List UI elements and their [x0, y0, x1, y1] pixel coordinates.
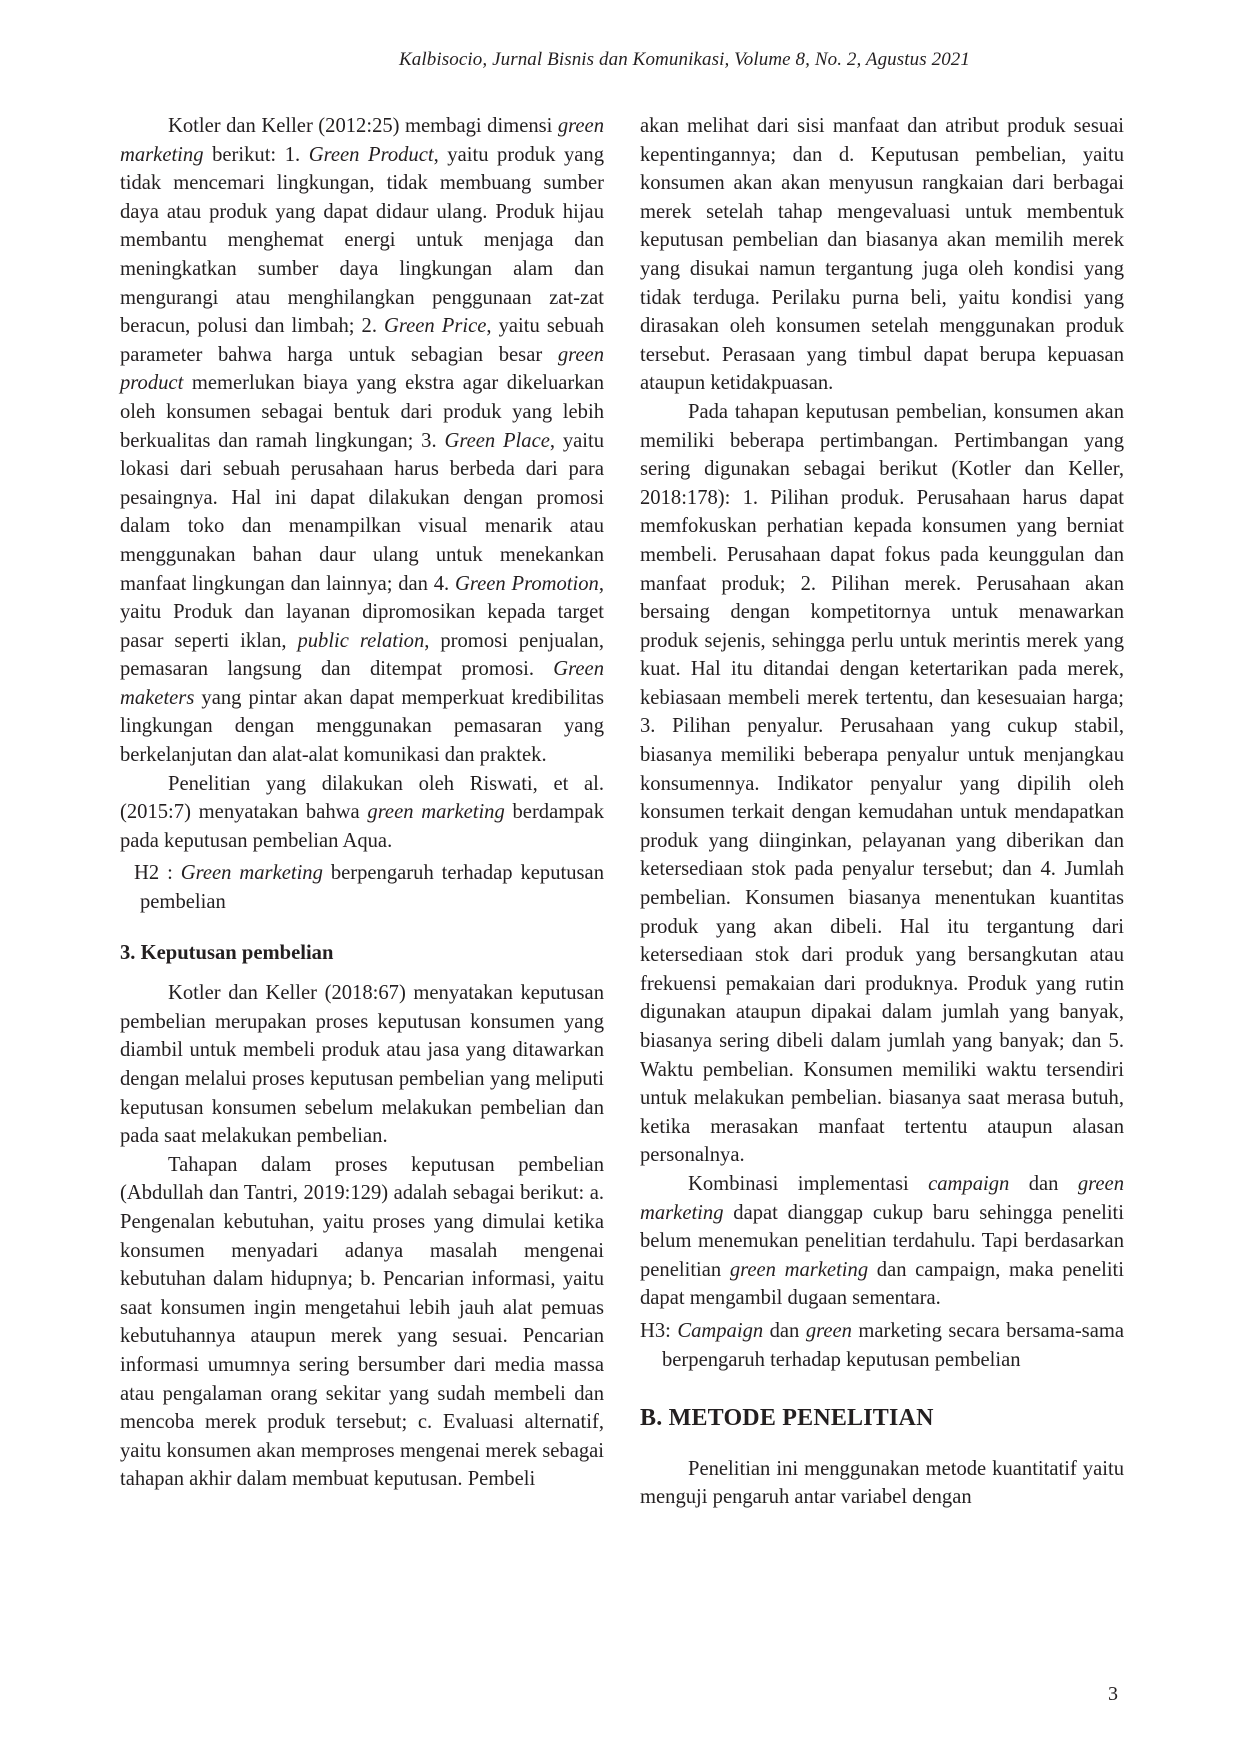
paragraph-tahapan-keputusan: Tahapan dalam proses keputusan pembelian (Abdullah dan Tantri, 2019:129) adalah sebagai berikut: a. Pengenalan kebutuhan, yaitu proses yang dimulai ketika konsumen menyadari adanya masalah mengenai kebutuhan dalam hidupnya; b. Pencarian informasi, yaitu saat konsumen ingin mengetahui lebih jauh alat pemuas kebutuhannya ataupun merek yang sesuai. Pencarian informasi umumnya sering bersumber dari media massa atau pengalaman orang sekitar yang sudah membeli dan mencoba merek produk tersebut; c. Evaluasi alternatif, yaitu konsumen akan memproses mengenai merek sebagai tahapan akhir dalam membuat keputusan. Pembeli — [120, 1153, 604, 1491]
right-column — [640, 112, 1124, 1512]
page-body — [120, 112, 1124, 1652]
left-column — [120, 112, 604, 1494]
paragraph-continuation: akan melihat dari sisi manfaat dan atribut produk sesuai kepentingannya; dan d. Keputusan pembelian, yaitu konsumen akan akan menyusun rangkaian dari berbagai merek setelah tahap mengevaluasi untuk membentuk keputusan pembelian dan biasanya akan memilih merek yang disukai namun tergantung juga oleh kondisi yang tidak terduga. Perilaku purna beli, yaitu kondisi yang dirasakan oleh konsumen setelah menggunakan produk tersebut. Perasaan yang timbul dapat berupa kepuasan ataupun ketidakpuasan. — [640, 115, 1124, 395]
hypothesis-h3: H3: Campaign dan green marketing secara bersama-sama berpengaruh terhadap keputusan pembelian — [640, 1319, 1124, 1371]
paragraph-metode: Penelitian ini menggunakan metode kuantitatif yaitu menguji pengaruh antar variabel dengan — [640, 1457, 1124, 1509]
running-header: Kalbisocio, Jurnal Bisnis dan Komunikasi, Volume 8, No. 2, Agustus 2021 — [399, 49, 970, 70]
paragraph-kotler-keller-2018: Kotler dan Keller (2018:67) menyatakan keputusan pembelian merupakan proses keputusan konsumen yang diambil untuk membeli produk atau jasa yang ditawarkan dengan melalui proses keputusan pembelian yang meliputi keputusan konsumen sebelum melakukan pembelian dan pada saat melakukan pembelian. — [120, 982, 604, 1148]
paragraph-riswati: Penelitian yang dilakukan oleh Riswati, et al. (2015:7) menyatakan bahwa green marketing berdampak pada keputusan pembelian Aqua. — [120, 772, 604, 852]
hypothesis-h2: H2 : Green marketing berpengaruh terhadap keputusan pembelian — [134, 862, 604, 914]
section-heading-metode-penelitian: B. METODE PENELITIAN — [640, 1405, 934, 1432]
section-heading-keputusan-pembelian: 3. Keputusan pembelian — [120, 941, 334, 964]
paragraph-kombinasi: Kombinasi implementasi campaign dan green marketing dapat dianggap cukup baru sehingga peneliti belum menemukan penelitian terdahulu. Tapi berdasarkan penelitian green marketing dan campaign, maka peneliti dapat mengambil dugaan sementara. — [640, 1172, 1124, 1310]
paragraph-pertimbangan: Pada tahapan keputusan pembelian, konsumen akan memiliki beberapa pertimbangan. Pertimbangan yang sering digunakan sebagai berikut (Kotler dan Keller, 2018:178): 1. Pilihan produk. Perusahaan harus dapat memfokuskan perhatian kepada konsumen yang berniat membeli. Perusahaan dapat fokus pada keunggulan dan manfaat produk; 2. Pilihan merek. Perusahaan akan bersaing dengan kompetitornya untuk menawarkan produk sejenis, sehingga perlu untuk merintis merek yang kuat. Hal itu ditandai dengan ketertarikan pada merek, kebiasaan membeli merek tertentu, dan kesesuaian harga; 3. Pilihan penyalur. Perusahaan yang cukup stabil, biasanya memiliki beberapa penyalur untuk menjangkau konsumennya. Indikator penyalur yang dipilih oleh konsumen terkait dengan kemudahan untuk mendapatkan produk yang diinginkan, pelayanan yang diberikan dan ketersediaan stok pada penyalur tersebut; dan 4. Jumlah pembelian. Konsumen biasanya menentukan kuantitas produk yang akan dibeli. Hal itu tergantung dari ketersediaan stok dari produk yang bersangkutan atau frekuensi pemakaian dari produknya. Produk yang rutin digunakan ataupun dipakai dalam jumlah yang banyak, biasanya sering dibeli dalam jumlah yang banyak; dan 5. Waktu pembelian. Konsumen memiliki waktu tersendiri untuk melakukan pembelian. biasanya saat merasa butuh, ketika merasakan manfaat tertentu ataupun alasan personalnya. — [640, 400, 1124, 1167]
paragraph-green-marketing-dimensions: Kotler dan Keller (2012:25) membagi dimensi green marketing berikut: 1. Green Product, yaitu produk yang tidak mencemari lingkungan, tidak membuang sumber daya atau produk yang dapat didaur ulang. Produk hijau membantu menghemat energi untuk menjaga dan meningkatkan sumber daya lingkungan alam dan mengurangi atau menghilangkan penggunaan zat-zat beracun, polusi dan limbah; 2. Green Price, yaitu sebuah parameter bahwa harga untuk sebagian besar green product memerlukan biaya yang ekstra agar dikeluarkan oleh konsumen sebagai bentuk dari produk yang lebih berkualitas dan ramah lingkungan; 3. Green Place, yaitu lokasi dari sebuah perusahaan harus berbeda dari para pesaingnya. Hal ini dapat dilakukan dengan promosi dalam toko dan menampilkan visual menarik atau menggunakan bahan daur ulang untuk menekankan manfaat lingkungan dan lainnya; dan 4. Green Promotion, yaitu Produk dan layanan dipromosikan kepada target pasar seperti iklan, public relation, promosi penjualan, pemasaran langsung dan ditempat promosi. Green maketers yang pintar akan dapat memperkuat kredibilitas lingkungan dengan menggunakan pemasaran yang berkelanjutan dan alat-alat komunikasi dan praktek. — [120, 115, 605, 767]
page-number: 3 — [1108, 1683, 1118, 1705]
